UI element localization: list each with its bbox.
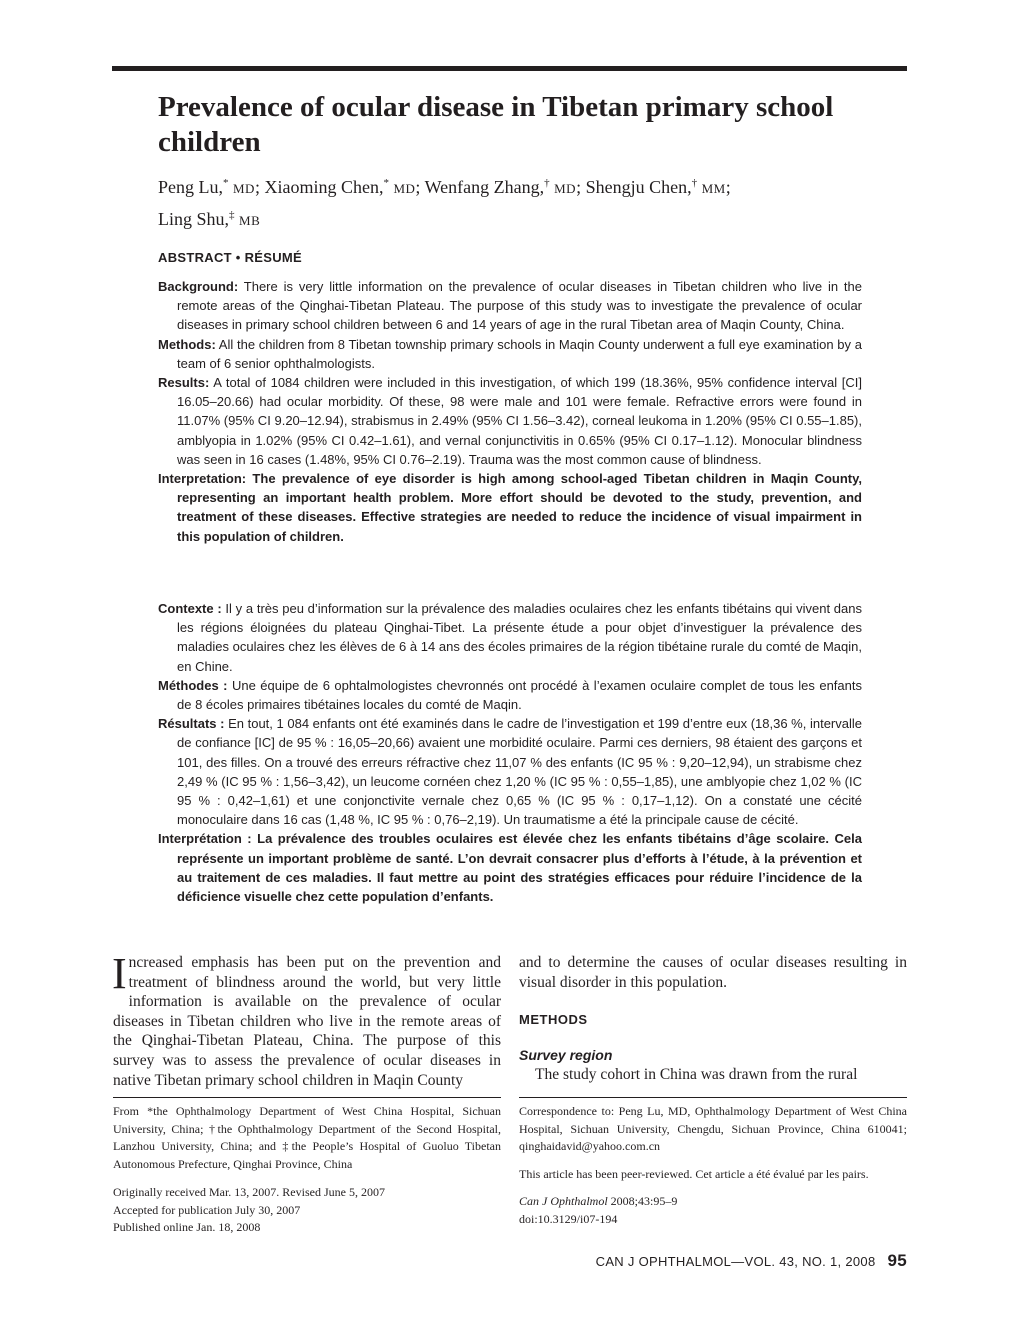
interpretation-fr-text: La prévalence des troubles oculaires est élevée chez les enfants tibétains d’âge scolaire. Cela représente un important problème de santé. L’on devrait consacrer plus d’efforts à l’étude, à la prévention et au traitement de ces maladies. Il faut mettre au point des stratégies efficaces pour réduire l’incidence de la déficience visuelle chez cette population d’enfants. — [177, 831, 862, 905]
citation: 2008;43:95–9 — [607, 1194, 678, 1208]
intro-text: ncreased emphasis has been put on the prevention and treatment of blindness around the world, but very little information is available on the prevalence of ocular diseases in Tibetan children who live in the remote areas of the Qinghai-Tibetan Plateau, China. The purpose of this survey was to assess the prevalence of ocular diseases in native Tibetan primary school children in Maqin County — [113, 954, 501, 1089]
resume-contexte — [158, 599, 862, 676]
methods-heading: METHODS — [519, 1012, 588, 1028]
interpretation-fr-label: Interprétation : — [158, 831, 252, 847]
background-label: Background: — [158, 279, 239, 294]
affiliation-mark: * — [223, 177, 229, 189]
author-separator: ; — [576, 177, 586, 197]
methods-label: Methods: — [158, 336, 216, 352]
author-list — [158, 170, 878, 234]
methodes-text: Une équipe de 6 ophtalmologistes chevronnés ont procédé à l’examen oculaire complet de tous les enfants de 8 écoles primaires tibétaines locales du comté de Maqin. — [177, 677, 862, 713]
author-name: Ling Shu, — [158, 209, 230, 229]
doi: doi:10.3129/i07-194 — [519, 1211, 618, 1226]
author-separator: ; — [254, 177, 265, 197]
author-separator: ; — [725, 177, 731, 197]
resume-methodes — [158, 676, 862, 714]
resume-resultats — [158, 714, 862, 829]
author-degree: MD — [393, 181, 416, 196]
affiliations: From *the Ophthalmology Department of West China Hospital, Sichuan University, China; †the Ophthalmology Department of the Second Hospital, Lanzhou University, China; and ‡the People’s Hospital of Guoluo Tibetan Autonomous Prefecture, Qinghai Province, China — [113, 1104, 501, 1171]
survey-region-heading: Survey region — [519, 1046, 613, 1063]
author-name: Shengju Chen, — [585, 177, 692, 197]
drop-cap: I — [112, 949, 127, 998]
history — [113, 1184, 501, 1237]
affiliation-mark: * — [383, 177, 389, 189]
survey-region-text: The study cohort in China was drawn from the rural — [535, 1066, 858, 1084]
abstract-methods — [158, 335, 862, 373]
footnote-rule-left — [113, 1097, 501, 1098]
journal-abbrev: Can J Ophthalmol — [519, 1194, 608, 1208]
footnotes-left — [113, 1103, 501, 1248]
abstract-french — [158, 599, 862, 906]
methodes-label: Méthodes : — [158, 677, 228, 693]
contexte-label: Contexte : — [158, 601, 222, 616]
author-degree: MM — [701, 181, 726, 196]
methods-text: All the children from 8 Tibetan township primary schools in Maqin County underwent a full eye examination by a team of 6 senior ophthalmologists. — [177, 336, 862, 371]
intro-paragraph — [112, 949, 501, 1090]
journal-footer: CAN J OPHTHALMOL—VOL. 43, NO. 1, 2008 — [595, 1254, 876, 1269]
affiliation-mark: † — [544, 177, 550, 189]
author-separator: ; — [415, 177, 425, 197]
author-name: Xiaoming Chen, — [264, 177, 384, 197]
author-name: Peng Lu, — [158, 177, 223, 197]
published-date: Published online Jan. 18, 2008 — [113, 1220, 261, 1234]
accepted-date: Accepted for publication July 30, 2007 — [113, 1202, 301, 1217]
background-text: There is very little information on the prevalence of ocular diseases in Tibetan children who live in the remote areas of the Qinghai-Tibetan Plateau. The purpose of this study was to investigate the prevalence of ocular diseases in primary school children between 6 and 14 years of age in the rural Tibetan area of Maqin County, China. — [177, 279, 862, 333]
page-number: 95 — [887, 1251, 907, 1270]
abstract-english — [158, 277, 862, 546]
citation-block — [519, 1193, 907, 1228]
footnote-rule-right — [519, 1097, 907, 1098]
peer-review-note: This article has been peer-reviewed. Cet article a été évalué par les pairs. — [519, 1166, 869, 1181]
page-footer — [596, 1251, 907, 1271]
affiliation-mark: † — [691, 177, 698, 189]
abstract-background — [158, 277, 862, 335]
results-text: A total of 1084 children were included in this investigation, of which 199 (18.36%, 95% confidence interval [CI] 16.05–20.66) had ocular morbidity. Of these, 98 were male and 101 were female. Refractive errors were found in 11.07% (95% CI 9.20–12.94), strabismus in 2.49% (95% CI 1.56–3.42), corneal leukoma in 1.20% (95% CI 0.55–1.85), amblyopia in 1.02% (95% CI 0.42–1.61), and vernal conjunctivitis in 0.65% (95% CI 0.17–1.12). Monocular blindness was seen in 16 cases (1.48%, 95% CI 0.76–2.19). Trauma was the most common cause of blindness. — [177, 375, 862, 467]
resume-interpretation — [158, 829, 862, 906]
received-date: Originally received Mar. 13, 2007. Revised June 5, 2007 — [113, 1185, 385, 1199]
results-label: Results: — [158, 375, 210, 391]
body-right-column — [519, 953, 907, 1085]
abstract-results — [158, 373, 862, 469]
correspondence: Correspondence to: Peng Lu, MD, Ophthalmology Department of West China Hospital, Sichuan University, Chengdu, Sichuan Province, China 610041; qinghaidavid@yahoo.com.cn — [519, 1104, 907, 1153]
article-title: Prevalence of ocular disease in Tibetan primary school children — [158, 91, 834, 158]
affiliation-mark: ‡ — [229, 209, 235, 221]
resultats-text: En tout, 1 084 enfants ont été examinés dans le cadre de l’investigation et 199 d’entre eux (18,36 %, intervalle de confiance [IC] de 95 % : 16,05–20,66) avaient une morbidité oculaire. Parmi ces derniers, 98 étaient des garçons et 101, des filles. On a trouvé des erreurs réfractive chez 11,07 % des enfants (IC 95 % : 9,20–12,94), un strabisme chez 2,49 % (IC 95 % : 1,56–3,42), un leucome cornéen chez 1,20 % (IC 95 % : 0,55–1,85), une amblyopie chez 1,02 % (IC 95 % : 0,42–1,61) et une conjonctivite vernale chez 0,65 % (IC 95 % : 0,17–1,12). On a constaté une cécité monoculaire dans 16 cas (1,48 %, IC 95 % : 0,76–2,19). Un traumatisme a été la principale cause de cécité. — [177, 716, 862, 828]
top-rule — [112, 66, 907, 71]
abstract-interpretation — [158, 469, 862, 546]
author-degree: MD — [233, 181, 255, 196]
author-name: Wenfang Zhang, — [424, 177, 545, 197]
footnotes-right — [519, 1103, 907, 1238]
abstract-heading: ABSTRACT • RÉSUMÉ — [158, 250, 302, 265]
intro-continuation: and to determine the causes of ocular diseases resulting in visual disorder in this population. — [519, 954, 907, 991]
contexte-text: Il y a très peu d’information sur la prévalence des maladies oculaires chez les enfants tibétains qui vivent dans les régions éloignées du plateau Qinghai-Tibet. La présente étude a pour objet d’investiguer la prévalence des maladies oculaires chez les élèves de 6 à 14 ans des écoles primaires de la région tibétaine rurale du comté de Maqin, en Chine. — [177, 601, 862, 674]
interpretation-label: Interpretation: — [158, 471, 247, 487]
resultats-label: Résultats : — [158, 716, 225, 732]
author-degree: MD — [554, 181, 577, 196]
interpretation-text: The prevalence of eye disorder is high among school-aged Tibetan children in Maqin County, representing an important health problem. More effort should be devoted to the study, prevention, and treatment of these diseases. Effective strategies are needed to reduce the incidence of visual impairment in this population of children. — [177, 471, 862, 544]
author-degree: MB — [239, 213, 261, 228]
